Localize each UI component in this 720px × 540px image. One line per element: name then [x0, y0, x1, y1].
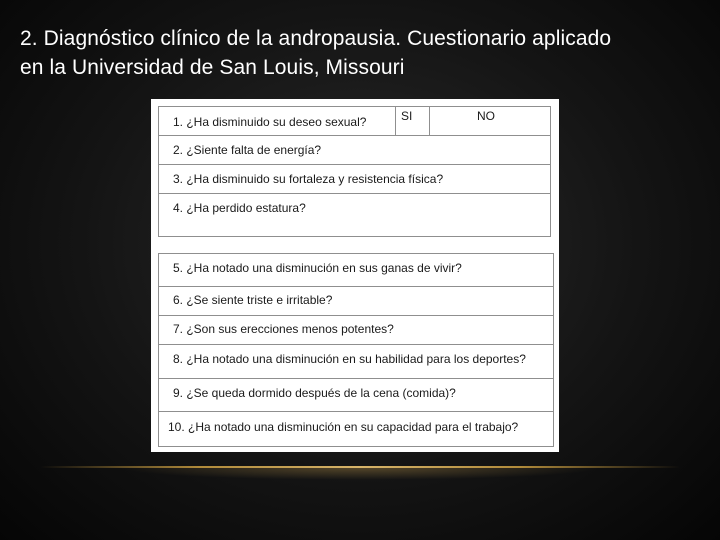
- table-row: [158, 253, 554, 287]
- question-7-text: 7. ¿Son sus erecciones menos potentes?: [173, 322, 394, 336]
- question-3-text: 3. ¿Ha disminuido su fortaleza y resistencia física?: [173, 172, 444, 186]
- divider-glow: [120, 468, 600, 480]
- table-row: [158, 378, 554, 412]
- si-column-header: SI: [401, 109, 413, 123]
- table-row: [158, 193, 551, 237]
- si-column-divider: [395, 107, 396, 135]
- question-10-text: 10. ¿Ha notado una disminución en su capacidad para el trabajo?: [168, 420, 519, 434]
- table-row: [158, 344, 554, 379]
- table-row: [158, 106, 551, 136]
- question-9-text: 9. ¿Se queda dormido después de la cena (comida)?: [173, 386, 456, 400]
- question-1-text: 1. ¿Ha disminuido su deseo sexual?: [173, 115, 367, 129]
- slide-title-line-2: en la Universidad de San Louis, Missouri: [20, 56, 405, 79]
- table-row: [158, 135, 551, 165]
- question-2-text: 2. ¿Siente falta de energía?: [173, 143, 322, 157]
- slide-title-line-1: 2. Diagnóstico clínico de la andropausia. Cuestionario aplicado: [20, 27, 612, 50]
- question-6-text: 6. ¿Se siente triste e irritable?: [173, 293, 333, 307]
- question-4-text: 4. ¿Ha perdido estatura?: [173, 201, 306, 215]
- table-row: [158, 411, 554, 447]
- no-column-divider: [429, 107, 430, 135]
- question-8-text: 8. ¿Ha notado una disminución en su habilidad para los deportes?: [173, 352, 526, 366]
- no-column-header: NO: [477, 109, 495, 123]
- questionnaire-image: [151, 99, 559, 452]
- table-row: [158, 164, 551, 194]
- gold-divider-line: [40, 466, 680, 468]
- question-5-text: 5. ¿Ha notado una disminución en sus ganas de vivir?: [173, 261, 462, 275]
- table-row: [158, 286, 554, 316]
- table-row: [158, 315, 554, 345]
- slide-title: [20, 24, 710, 82]
